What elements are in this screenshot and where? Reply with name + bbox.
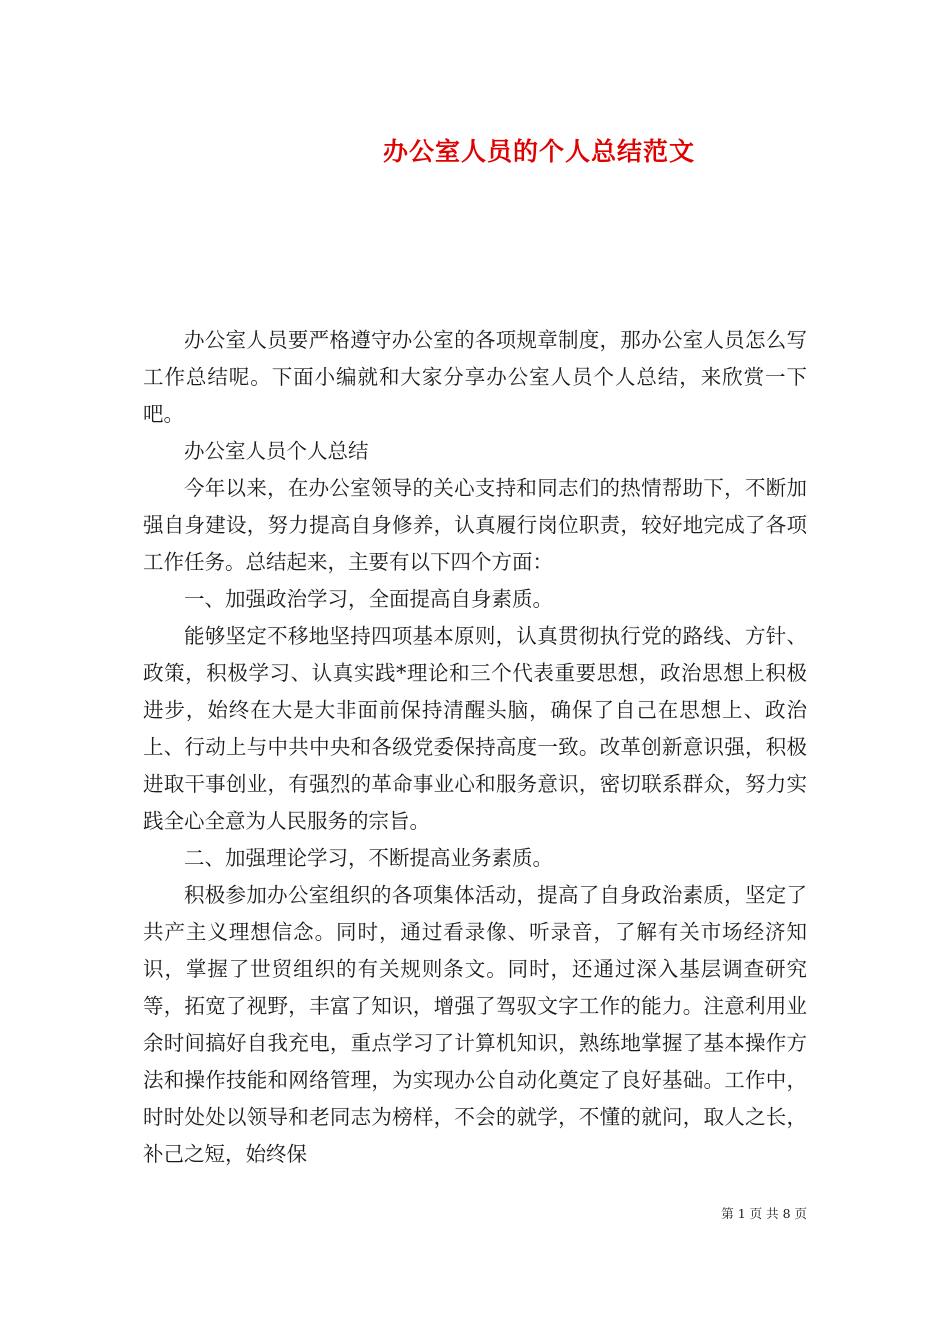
section-2-paragraph: 积极参加办公室组织的各项集体活动，提高了自身政治素质，坚定了共产主义理想信念。同时，通过看录像、听录音，了解有关市场经济知识，掌握了世贸组织的有关规则条文。同时，还通过深入基层调查研究等，拓宽了视野，丰富了知识，增强了驾驭文字工作的能力。注意利用业余时间搞好自我充电，重点学习了计算机知识，熟练地掌握了基本操作方法和操作技能和网络管理，为实现办公自动化奠定了良好基础。工作中，时时处处以领导和老同志为榜样，不会的就学，不懂的就问，取人之长，补己之短，始终保 [143,883,807,1166]
section-title: 办公室人员个人总结 [184,439,369,463]
summary-paragraph: 今年以来，在办公室领导的关心支持和同志们的热情帮助下，不断加强自身建设，努力提高自身修养，认真履行岗位职责，较好地完成了各项工作任务。总结起来，主要有以下四个方面： [143,476,807,574]
section-heading-2: 二、加强理论学习，不断提高业务素质。 [184,846,553,870]
document-body [143,322,807,1173]
section-heading-1: 一、加强政治学习，全面提高自身素质。 [184,587,553,611]
section-1-paragraph: 能够坚定不移地坚持四项基本原则，认真贯彻执行党的路线、方针、政策，积极学习、认真实践*理论和三个代表重要思想，政治思想上积极进步，始终在大是大非面前保持清醒头脑，确保了自己在思想上、政治上、行动上与中共中央和各级党委保持高度一致。改革创新意识强，积极进取干事创业，有强烈的革命事业心和服务意识，密切联系群众，努力实践全心全意为人民服务的宗旨。 [143,624,807,833]
page-number-footer: 第 1 页 共 8 页 [721,1206,807,1221]
document-title: 办公室人员的个人总结范文 [382,137,695,166]
intro-paragraph: 办公室人员要严格遵守办公室的各项规章制度，那办公室人员怎么写工作总结呢。下面小编就和大家分享办公室人员个人总结，来欣赏一下吧。 [143,328,807,426]
